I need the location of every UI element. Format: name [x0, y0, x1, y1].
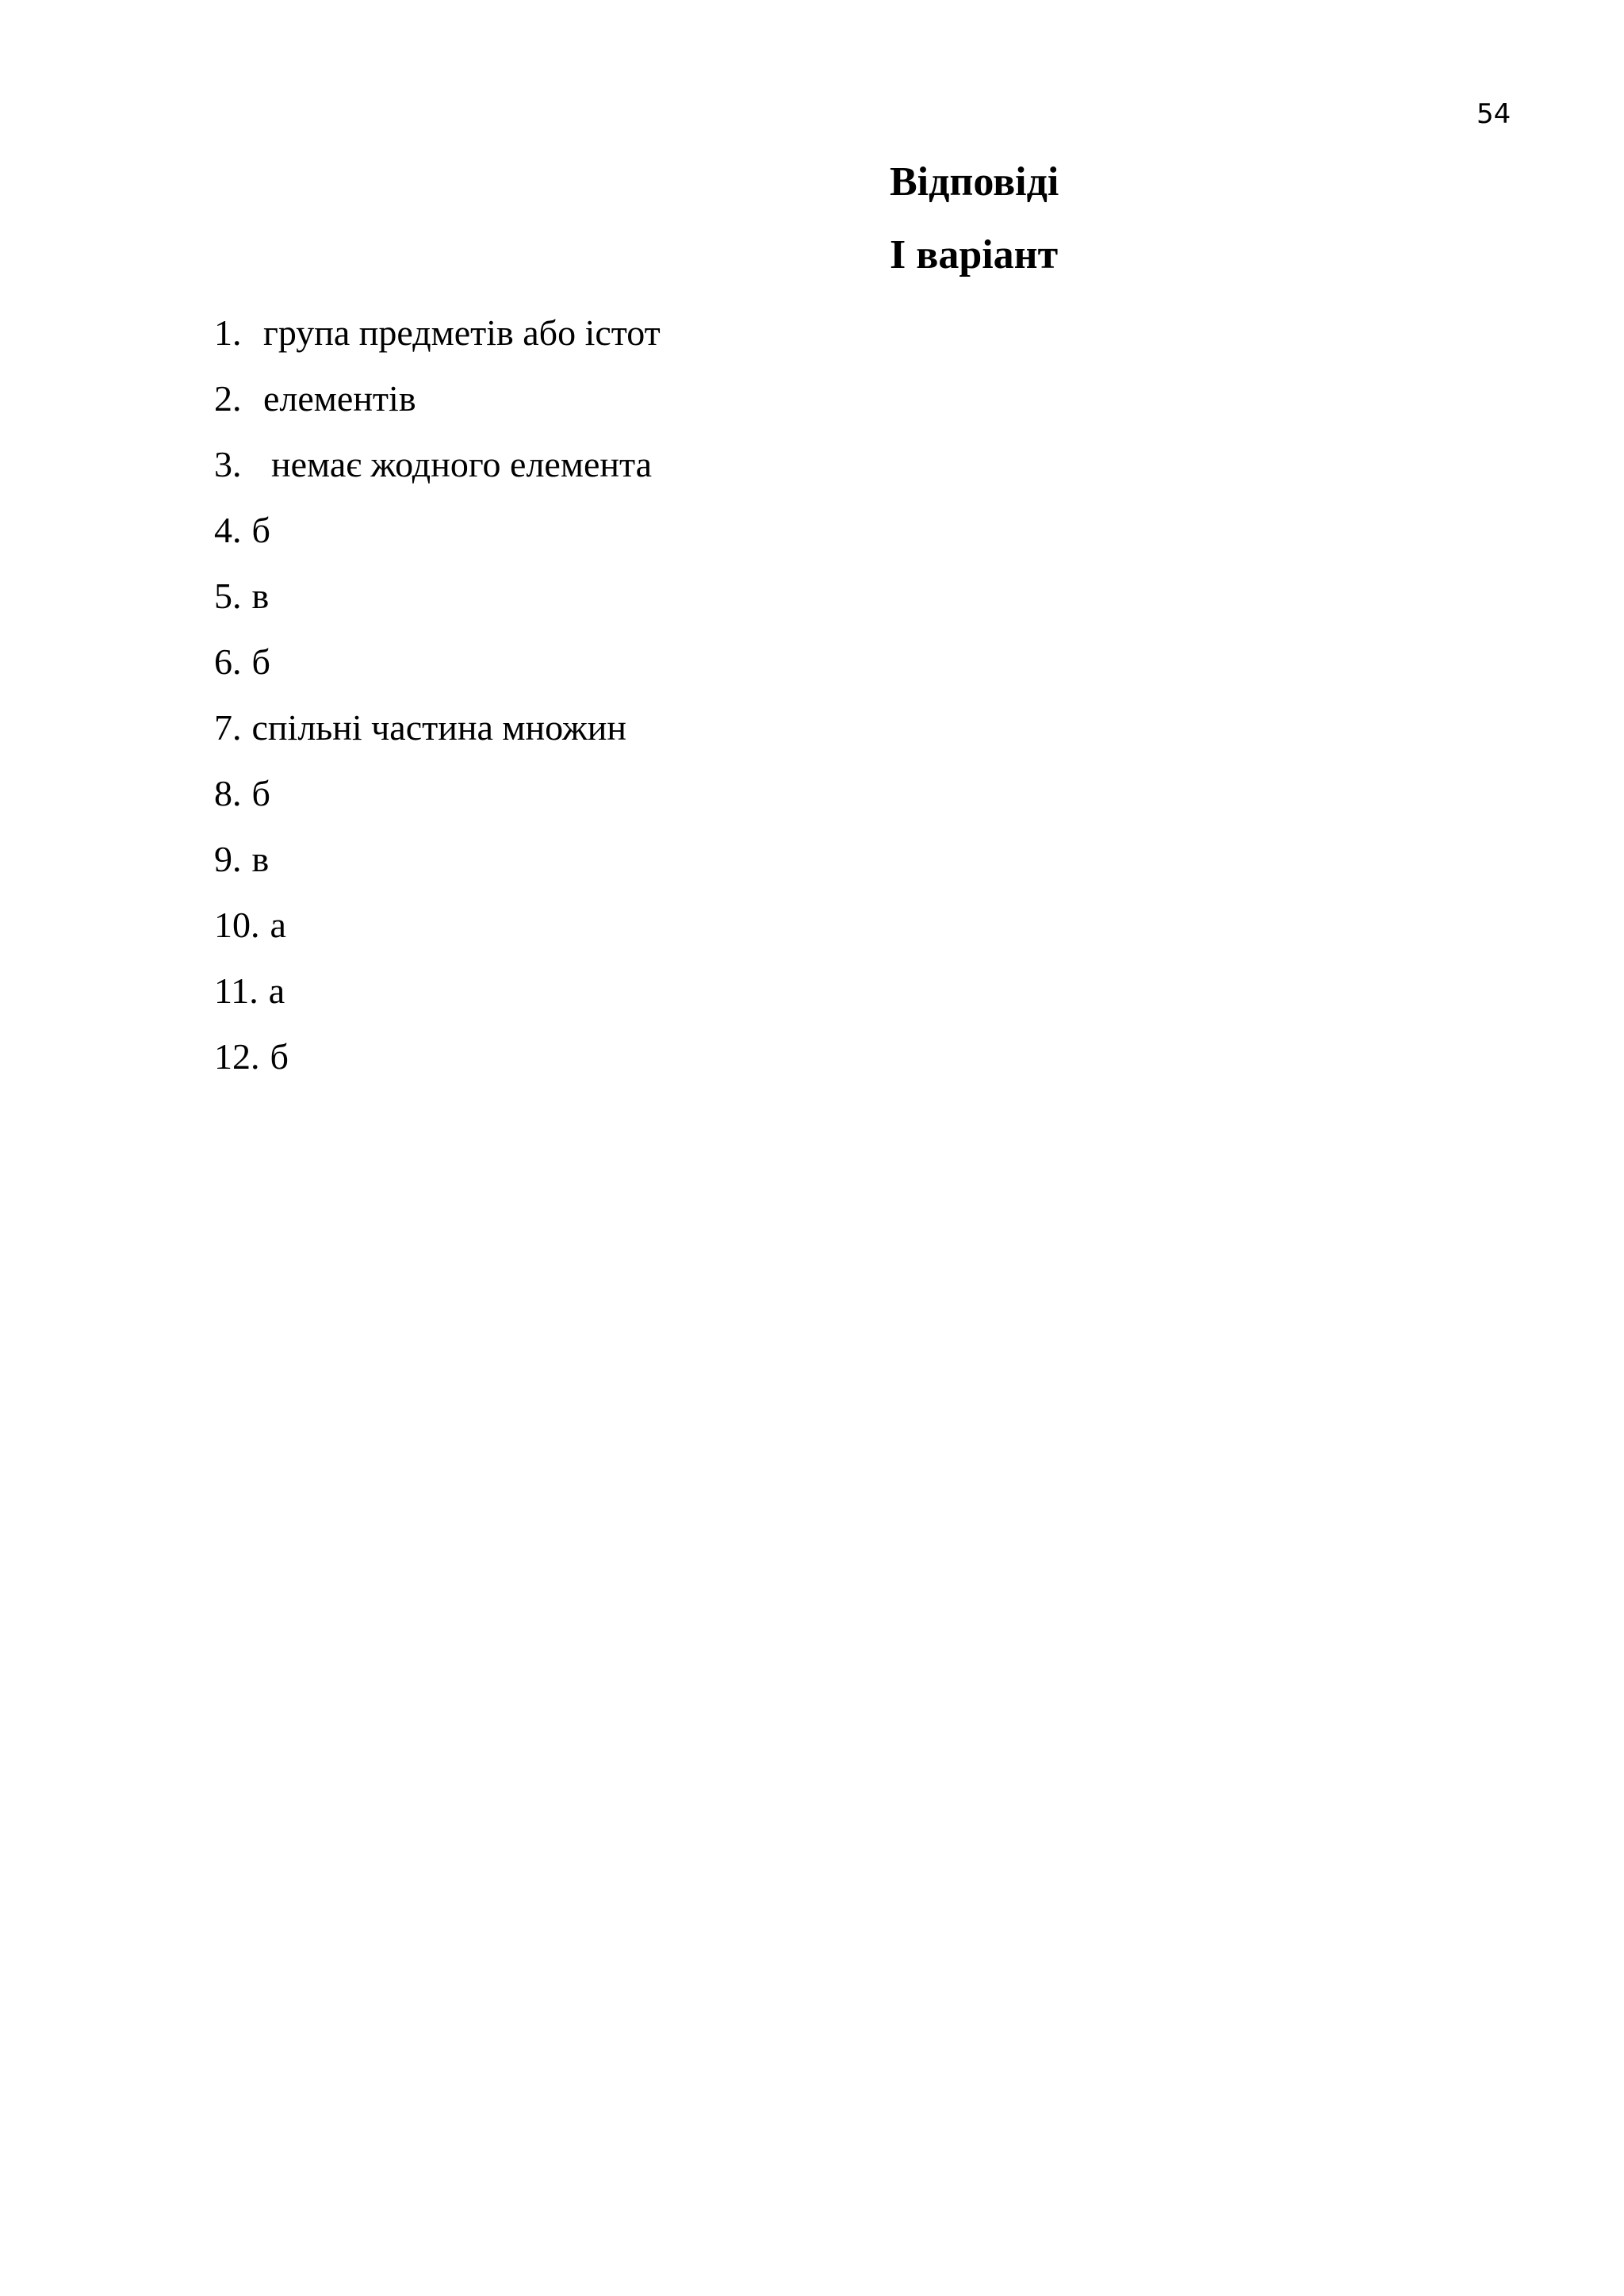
answer-item-1	[214, 300, 661, 365]
answer-text: б	[270, 1036, 289, 1077]
answer-item-11	[214, 958, 661, 1024]
answer-item-3	[214, 431, 661, 497]
answer-text: б	[251, 641, 270, 682]
page-title-text: Відповіді	[890, 159, 1059, 205]
answer-number: 3.	[214, 444, 242, 484]
answer-item-8	[214, 760, 661, 826]
answer-number: 11.	[214, 970, 259, 1011]
answer-text: б	[251, 510, 270, 550]
variant-title-text: І варіант	[890, 232, 1059, 277]
answer-item-7	[214, 695, 661, 760]
answer-number: 1.	[214, 312, 242, 353]
answer-number: 8.	[214, 773, 242, 813]
answer-number: 9.	[214, 839, 242, 879]
answer-list	[214, 300, 661, 1089]
answer-text: група предметів або істот	[263, 312, 661, 353]
answer-item-2	[214, 365, 661, 431]
answer-item-6	[214, 629, 661, 695]
answer-text: спільні частина множин	[251, 707, 626, 748]
answer-item-4	[214, 497, 661, 563]
answer-number: 2.	[214, 378, 242, 419]
answer-text: а	[270, 905, 286, 945]
answer-item-5	[214, 563, 661, 629]
answer-text: б	[251, 773, 270, 813]
answer-number: 10.	[214, 905, 260, 945]
page-number: 54	[1477, 98, 1511, 130]
answer-number: 7.	[214, 707, 242, 748]
answer-item-12	[214, 1024, 661, 1089]
answer-number: 6.	[214, 641, 242, 682]
answer-text: немає жодного елемента	[271, 444, 653, 484]
answer-number: 12.	[214, 1036, 260, 1077]
answer-text: в	[251, 839, 270, 879]
answer-number: 4.	[214, 510, 242, 550]
answer-item-10	[214, 892, 661, 958]
answer-text: а	[268, 970, 285, 1011]
answer-text: елементів	[263, 378, 416, 419]
answer-item-9	[214, 826, 661, 892]
answer-number: 5.	[214, 576, 242, 616]
answer-text: в	[251, 576, 270, 616]
